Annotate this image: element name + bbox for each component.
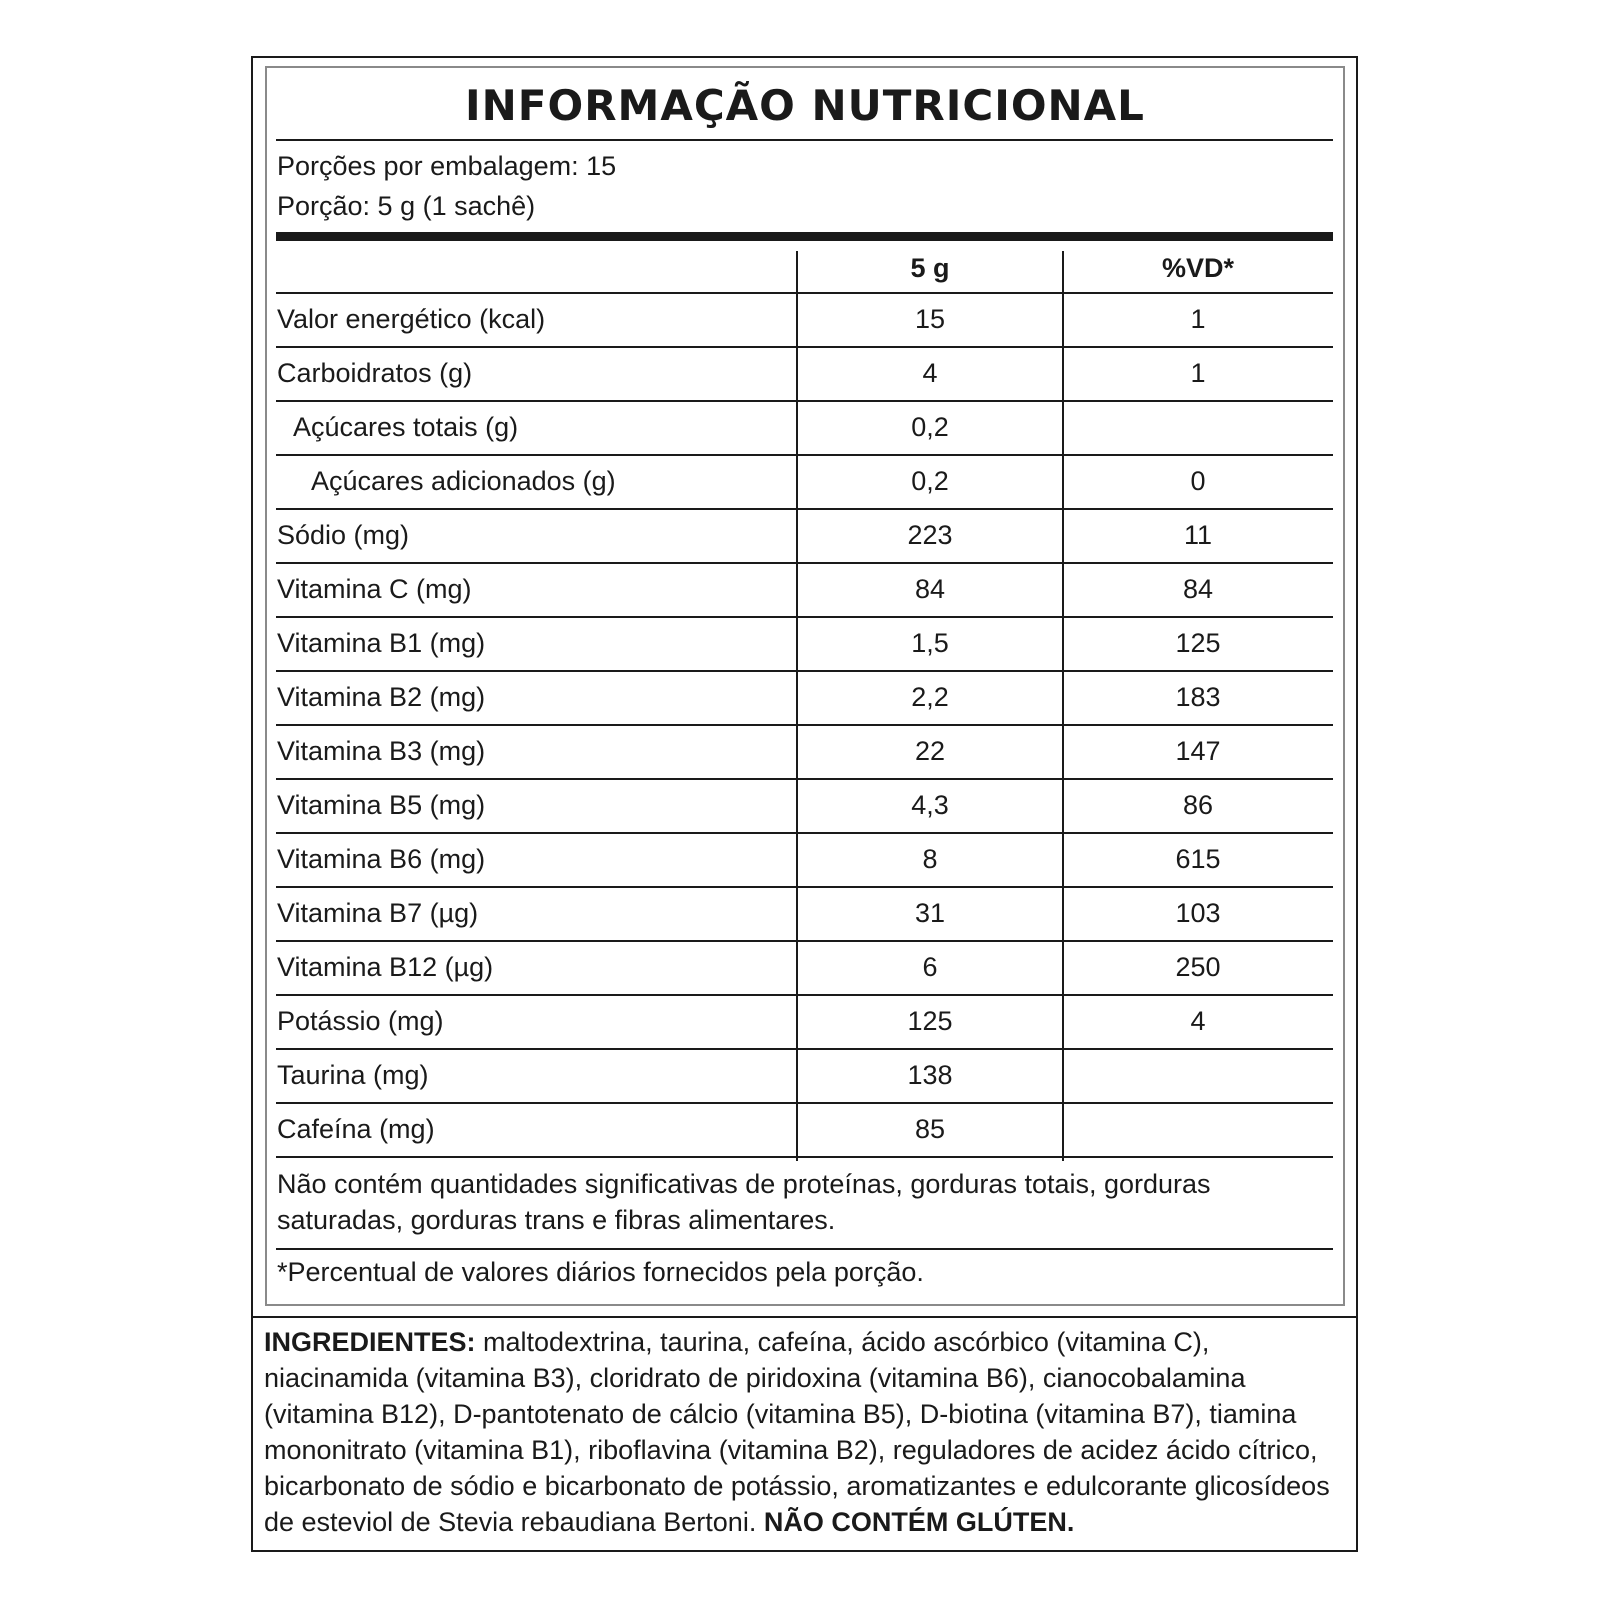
nutrient-amount: 2,2 <box>911 682 949 712</box>
not-significant-note: Não contém quantidades significativas de proteínas, gorduras totais, gorduras saturadas, gorduras trans e fibras alimentares. <box>277 1169 1211 1235</box>
nutrient-dv: 125 <box>1175 628 1221 658</box>
nutrient-name: Sódio (mg) <box>277 520 410 550</box>
serving-size: Porção: 5 g (1 sachê) <box>277 191 536 221</box>
nutrient-amount: 1,5 <box>911 628 949 658</box>
nutrient-amount: 138 <box>907 1060 953 1090</box>
nutrient-dv: 1 <box>1190 304 1206 334</box>
nutrient-amount: 6 <box>922 952 938 982</box>
ingredients-label: INGREDIENTES: <box>264 1327 476 1357</box>
nutrient-amount: 0,2 <box>911 466 949 496</box>
nutrient-amount: 4 <box>922 358 938 388</box>
nutrient-name: Açúcares adicionados (g) <box>311 466 616 496</box>
nutrient-dv: 103 <box>1175 898 1221 928</box>
nutrient-dv <box>1063 1102 1333 1156</box>
nutrient-name: Potássio (mg) <box>277 1006 444 1036</box>
title-divider <box>276 139 1333 141</box>
nutrient-dv: 0 <box>1190 466 1206 496</box>
nutrient-dv: 84 <box>1182 574 1214 604</box>
dv-footnote: *Percentual de valores diários fornecidos pela porção. <box>277 1257 924 1287</box>
nutrient-amount: 0,2 <box>911 412 949 442</box>
footnote-divider <box>276 1248 1333 1250</box>
nutrient-amount: 85 <box>914 1114 946 1144</box>
nutrient-name: Vitamina B12 (µg) <box>277 952 494 982</box>
nutrient-name: Vitamina B7 (µg) <box>277 898 479 928</box>
nutrient-dv: 147 <box>1175 736 1221 766</box>
nutrient-amount: 84 <box>914 574 946 604</box>
nutrient-amount: 223 <box>907 520 953 550</box>
nutrient-name: Vitamina B5 (mg) <box>277 790 486 820</box>
nutrient-dv <box>1063 400 1333 454</box>
nutrient-dv: 615 <box>1175 844 1221 874</box>
nutrient-dv: 11 <box>1183 520 1213 550</box>
nutrient-dv: 86 <box>1182 790 1214 820</box>
nutrient-name: Taurina (mg) <box>277 1060 429 1090</box>
nutrient-dv: 250 <box>1175 952 1221 982</box>
ingredients-list: maltodextrina, taurina, cafeína, ácido ascórbico (vitamina C), niacinamida (vitamina B3), cloridrato de piridoxina (vitamina B6), cianocobalamina (vitamina B12), D-pantotenato de cálcio (vitamina B5), D-biotina (vitamina B7), tiamina mononitrato (vitamina B1), riboflavina (vitamina B2), reguladores de acidez ácido cítrico, bicarbonato de sódio e bicarbonato de potássio, aromatizantes e edulcorante glicosídeos de esteviol de Stevia rebaudiana Bertoni. <box>264 1327 1330 1537</box>
nutrient-amount: 31 <box>914 898 946 928</box>
nutrient-amount: 22 <box>914 736 946 766</box>
nutrient-name: Vitamina C (mg) <box>277 574 472 604</box>
gluten-warning: NÃO CONTÉM GLÚTEN. <box>763 1507 1075 1537</box>
nutrient-name: Vitamina B6 (mg) <box>277 844 486 874</box>
nutrient-name: Carboidratos (g) <box>277 358 473 388</box>
nutrient-name: Açúcares totais (g) <box>293 412 519 442</box>
column-header-dv: %VD* <box>1161 253 1235 283</box>
ingredients-divider <box>251 1316 1358 1318</box>
nutrient-amount: 125 <box>907 1006 953 1036</box>
nutrient-dv: 4 <box>1190 1006 1206 1036</box>
nutrient-name: Valor energético (kcal) <box>277 304 546 334</box>
nutrient-name: Vitamina B2 (mg) <box>277 682 486 712</box>
table-row-divider <box>276 1156 1333 1158</box>
column-header-amount: 5 g <box>910 253 950 283</box>
nutrient-name: Vitamina B1 (mg) <box>277 628 486 658</box>
nutrient-name: Vitamina B3 (mg) <box>277 736 486 766</box>
servings-per-package: Porções por embalagem: 15 <box>277 151 617 181</box>
nutrient-dv <box>1063 1048 1333 1102</box>
nutrition-title: INFORMAÇÃO NUTRICIONAL <box>465 81 1145 130</box>
header-thick-divider <box>276 232 1333 241</box>
nutrient-amount: 8 <box>922 844 938 874</box>
nutrient-dv: 183 <box>1175 682 1221 712</box>
nutrient-amount: 4,3 <box>911 790 949 820</box>
nutrient-amount: 15 <box>914 304 946 334</box>
nutrient-name: Cafeína (mg) <box>277 1114 435 1144</box>
ingredients-text <box>264 1324 1346 1540</box>
nutrient-dv: 1 <box>1190 358 1206 388</box>
